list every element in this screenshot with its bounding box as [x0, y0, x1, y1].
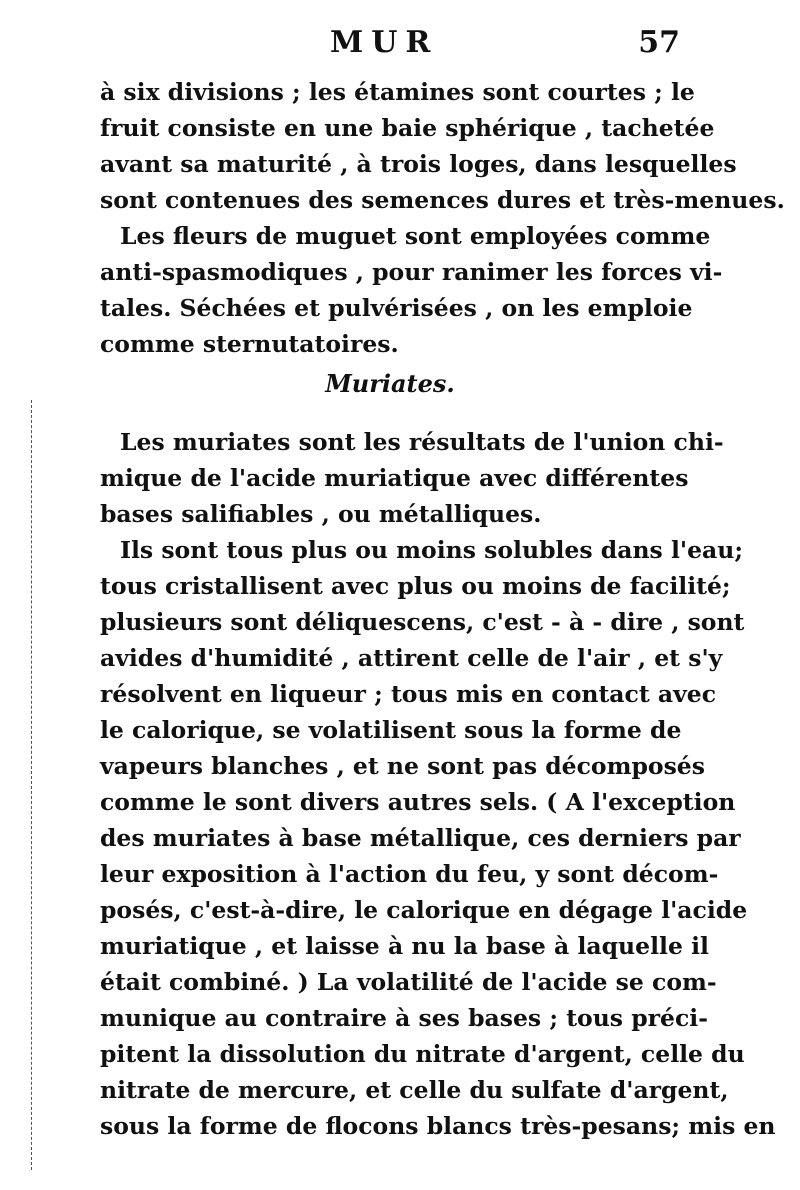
text-line: sous la forme de flocons blancs très-pesans; mis en — [100, 1112, 776, 1140]
text-line: pitent la dissolution du nitrate d'argent, celle du — [100, 1040, 745, 1068]
text-line: anti-spasmodiques , pour ranimer les forces vi- — [100, 258, 723, 286]
text-line: des muriates à base métallique, ces derniers par — [100, 824, 741, 852]
text-line: comme sternutatoires. — [100, 330, 399, 358]
page-number: 57 — [638, 25, 680, 60]
text-line: à six divisions ; les étamines sont courtes ; le — [100, 78, 695, 106]
text-line: muriatique , et laisse à nu la base à laquelle il — [100, 932, 709, 960]
margin-rule — [31, 400, 32, 1170]
text-line: tous cristallisent avec plus ou moins de facilité; — [100, 572, 731, 600]
text-line: Les fleurs de muguet sont employées comme — [120, 222, 711, 250]
text-line: vapeurs blanches , et ne sont pas décomposés — [100, 752, 705, 780]
text-line: avides d'humidité , attirent celle de l'air , et s'y — [100, 644, 723, 672]
text-line: plusieurs sont déliquescens, c'est - à - dire , sont — [100, 608, 745, 636]
text-line: était combiné. ) La volatilité de l'acide se com- — [100, 968, 717, 996]
text-line: bases salifiables , ou métalliques. — [100, 500, 542, 528]
text-line: sont contenues des semences dures et très-menues. — [100, 186, 785, 214]
section-heading: Muriates. — [325, 369, 455, 398]
text-line: Ils sont tous plus ou moins solubles dans l'eau; — [120, 536, 744, 564]
text-line: avant sa maturité , à trois loges, dans lesquelles — [100, 150, 737, 178]
text-line: résolvent en liqueur ; tous mis en contact avec — [100, 680, 717, 708]
text-line: Les muriates sont les résultats de l'union chi- — [120, 428, 724, 456]
text-line: posés, c'est-à-dire, le calorique en dégage l'acide — [100, 896, 748, 924]
page-header — [100, 18, 680, 68]
text-line: fruit consiste en une baie sphérique , tachetée — [100, 114, 715, 142]
text-line: nitrate de mercure, et celle du sulfate d'argent, — [100, 1076, 729, 1104]
text-line: comme le sont divers autres sels. ( A l'exception — [100, 788, 736, 816]
text-line: mique de l'acide muriatique avec différentes — [100, 464, 689, 492]
text-line: tales. Séchées et pulvérisées , on les emploie — [100, 294, 693, 322]
text-line: munique au contraire à ses bases ; tous préci- — [100, 1004, 708, 1032]
running-head: MUR — [330, 25, 439, 60]
text-line: leur exposition à l'action du feu, y sont décom- — [100, 860, 719, 888]
text-line: le calorique, se volatilisent sous la forme de — [100, 716, 682, 744]
